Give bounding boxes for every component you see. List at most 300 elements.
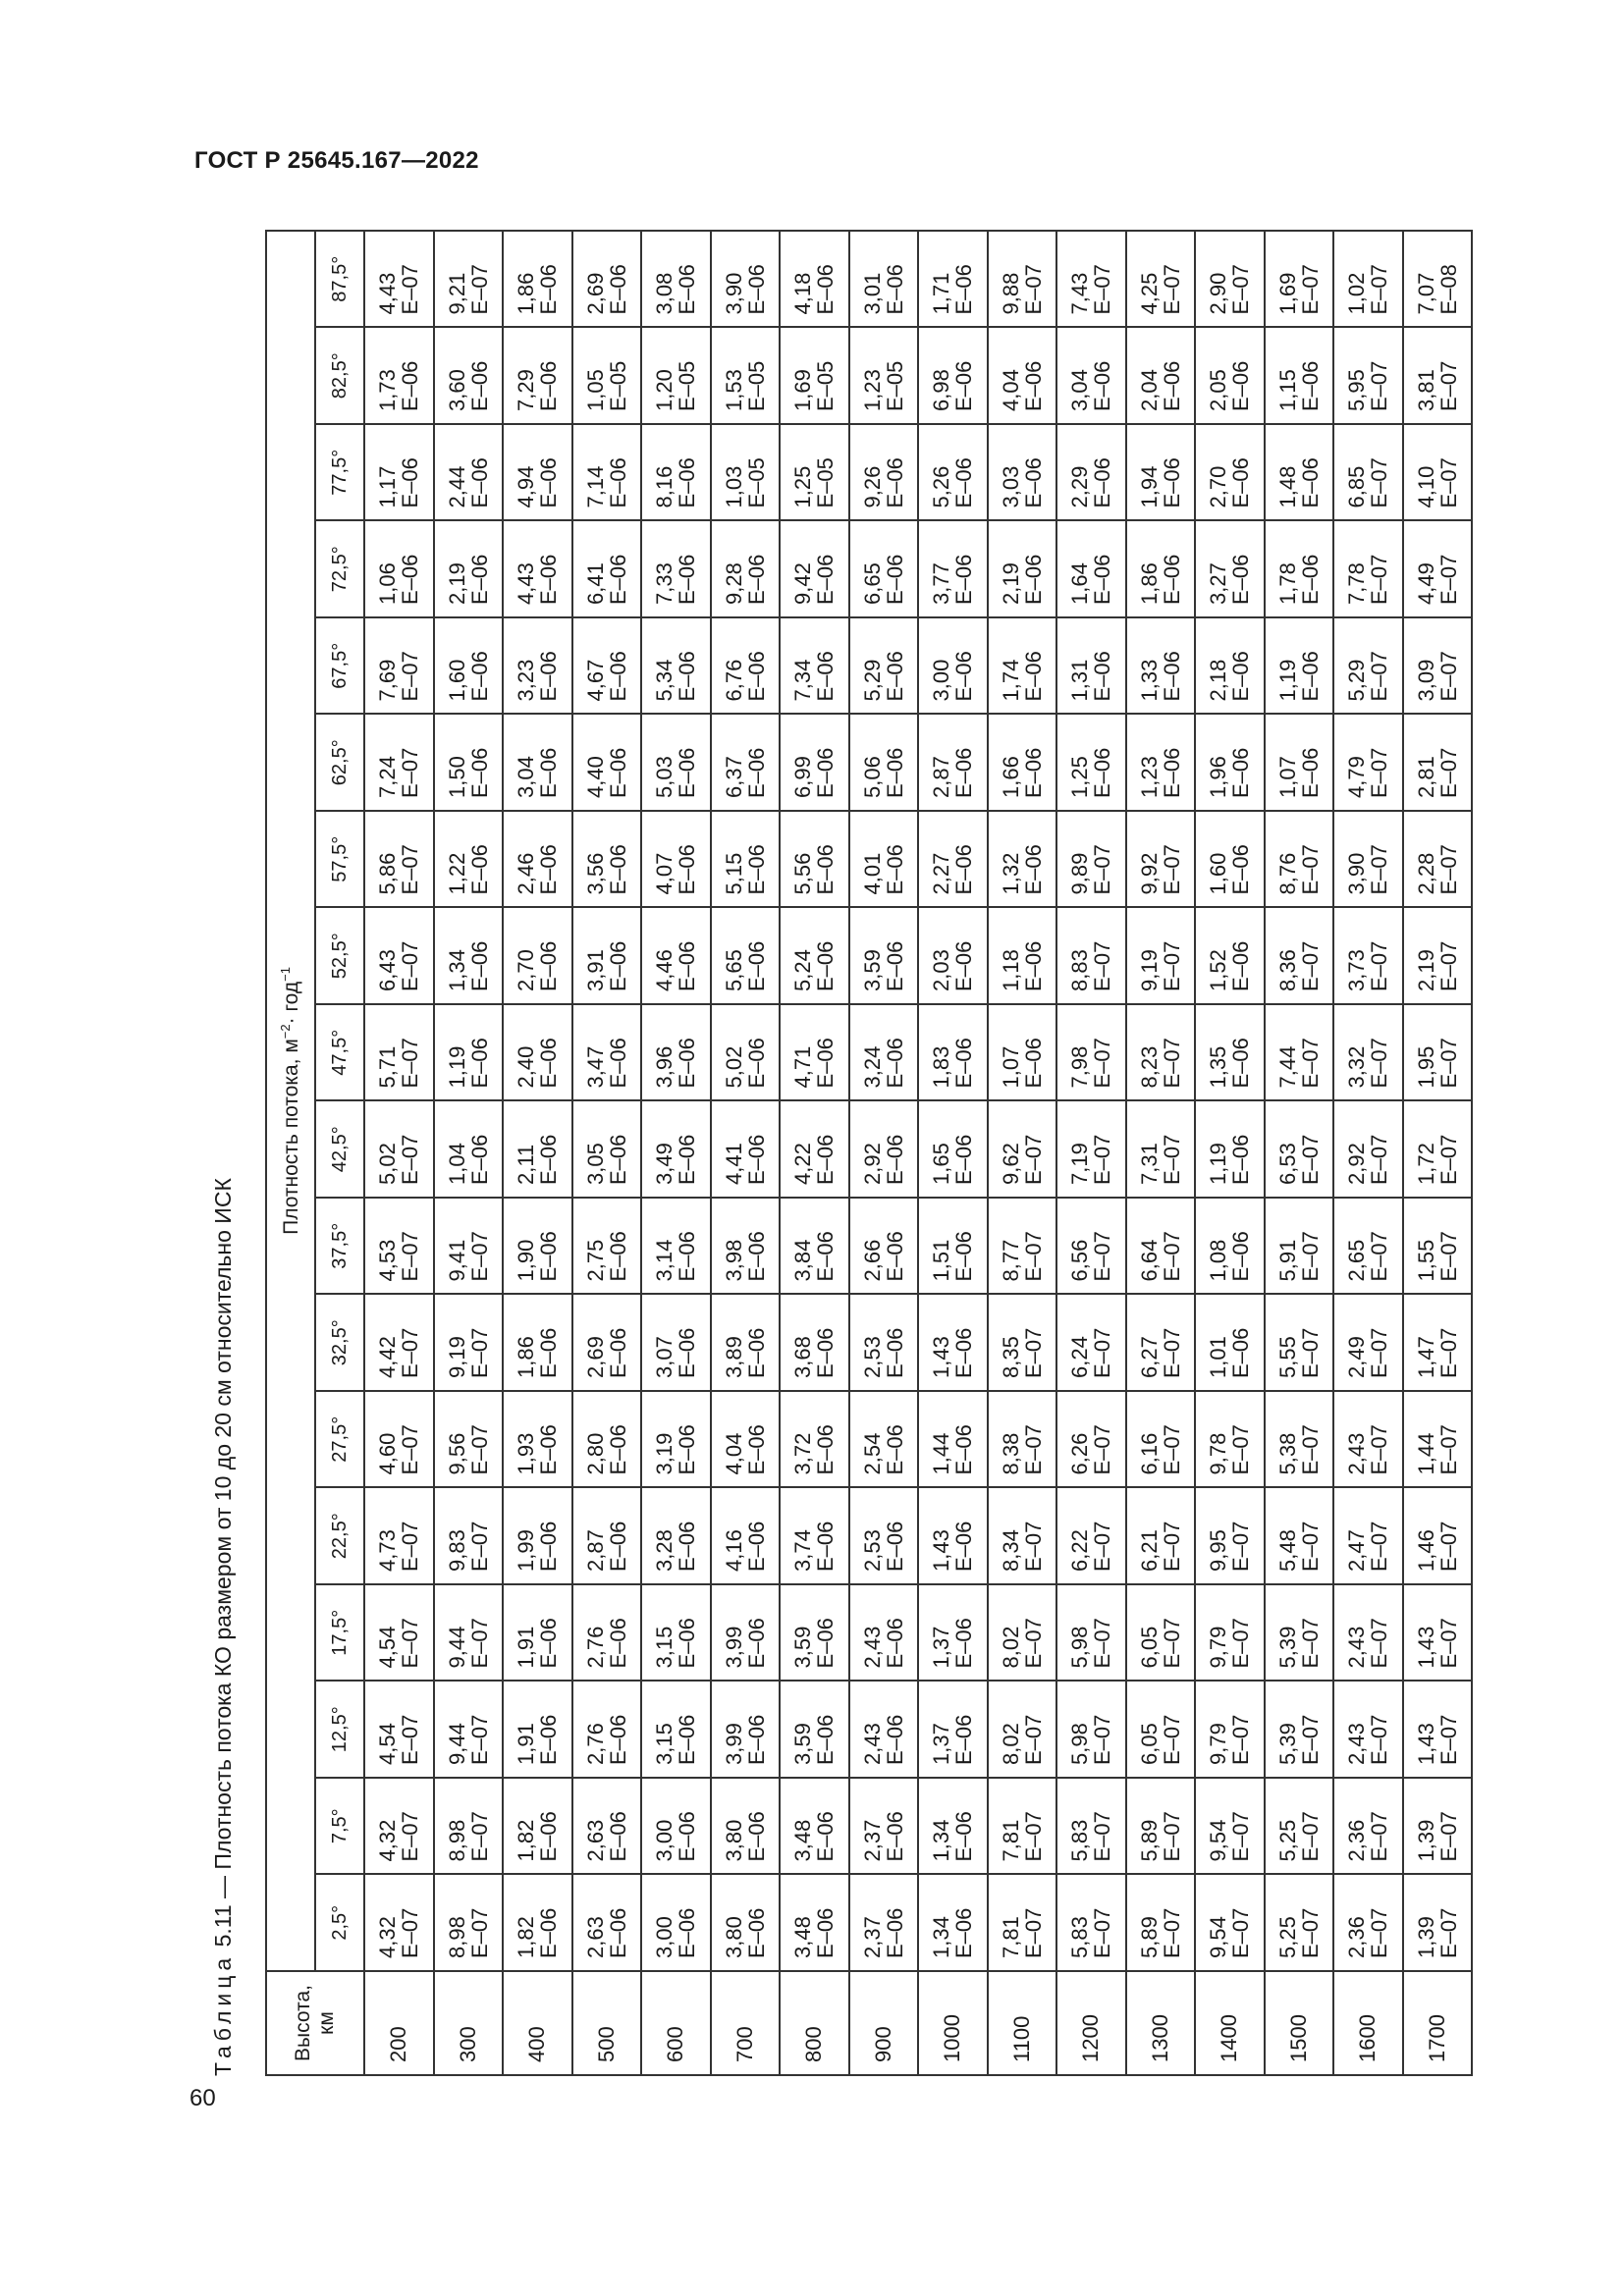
angle-header: 52,5° <box>315 908 364 1005</box>
exponent: E–07 <box>1367 1327 1392 1378</box>
mantissa: 5,29 <box>1344 659 1370 702</box>
exponent: E–06 <box>1228 747 1254 798</box>
value-cell <box>503 1488 572 1585</box>
mantissa: 6,05 <box>1136 1723 1162 1765</box>
exponent: E–07 <box>1020 1134 1046 1185</box>
mantissa: 2,46 <box>514 852 539 895</box>
value-cell <box>918 908 988 1005</box>
exponent: E–07 <box>1090 1038 1115 1089</box>
mantissa: 1,53 <box>721 369 746 411</box>
value-cell <box>988 811 1057 908</box>
mantissa: 6,53 <box>1274 1143 1300 1185</box>
value-cell <box>1195 1875 1265 1972</box>
exponent: E–06 <box>1090 554 1115 605</box>
mantissa: 1,91 <box>514 1626 539 1669</box>
mantissa: 4,07 <box>652 852 677 895</box>
value-cell <box>849 1778 919 1875</box>
value-cell <box>918 1295 988 1392</box>
mantissa: 4,22 <box>790 1143 816 1185</box>
value-cell <box>364 617 434 715</box>
exponent: E–06 <box>466 457 492 508</box>
mantissa: 7,78 <box>1344 562 1370 605</box>
exponent: E–07 <box>1435 1521 1461 1572</box>
mantissa: 9,19 <box>444 1336 469 1378</box>
mantissa: 8,77 <box>998 1239 1023 1282</box>
exponent: E–06 <box>951 1327 977 1378</box>
value-cell <box>1403 1682 1473 1779</box>
exponent: E–06 <box>536 1134 562 1185</box>
value-cell <box>1333 1488 1403 1585</box>
mantissa: 5,39 <box>1274 1723 1300 1765</box>
value-cell <box>918 1391 988 1488</box>
value-cell <box>988 1875 1057 1972</box>
angle-header: 22,5° <box>315 1488 364 1585</box>
exponent: E–07 <box>1435 844 1461 895</box>
angle-header: 2,5° <box>315 1875 364 1972</box>
mantissa: 3,48 <box>790 1916 816 1958</box>
exponent: E–06 <box>1159 554 1184 605</box>
mantissa: 5,29 <box>859 659 885 702</box>
value-cell <box>711 811 781 908</box>
mantissa: 1,99 <box>514 1529 539 1572</box>
exponent: E–07 <box>1020 1327 1046 1378</box>
mantissa: 3,59 <box>790 1723 816 1765</box>
mantissa: 6,24 <box>1067 1336 1093 1378</box>
mantissa: 6,56 <box>1067 1239 1093 1282</box>
exponent: E–05 <box>813 360 839 411</box>
mantissa: 1,25 <box>1067 756 1093 798</box>
mantissa: 1,74 <box>998 659 1023 702</box>
mantissa: 9,26 <box>859 465 885 508</box>
exponent: E–07 <box>1435 1424 1461 1475</box>
mantissa: 1,78 <box>1274 562 1300 605</box>
value-cell <box>1056 1875 1126 1972</box>
exponent: E–07 <box>1090 1714 1115 1765</box>
value-cell <box>780 424 849 521</box>
mantissa: 5,03 <box>652 756 677 798</box>
exponent: E–06 <box>675 1907 700 1958</box>
value-cell <box>641 1584 711 1682</box>
exponent: E–06 <box>1297 457 1323 508</box>
exponent: E–07 <box>1228 264 1254 315</box>
value-cell <box>1126 1875 1196 1972</box>
exponent: E–06 <box>466 554 492 605</box>
exponent: E–07 <box>1297 1134 1323 1185</box>
mantissa: 1,23 <box>1136 756 1162 798</box>
value-cell <box>1333 1682 1403 1779</box>
value-cell <box>1126 1295 1196 1392</box>
value-cell <box>434 424 504 521</box>
mantissa: 5,86 <box>375 852 401 895</box>
mantissa: 6,41 <box>582 562 608 605</box>
mantissa: 6,99 <box>790 756 816 798</box>
mantissa: 6,26 <box>1067 1432 1093 1475</box>
value-cell <box>364 1198 434 1295</box>
exponent: E–07 <box>1297 1038 1323 1089</box>
exponent: E–07 <box>1020 1714 1046 1765</box>
value-cell <box>849 521 919 618</box>
exponent: E–06 <box>813 1327 839 1378</box>
mantissa: 8,23 <box>1136 1045 1162 1089</box>
table-row <box>1265 231 1334 2075</box>
mantissa: 3,05 <box>582 1143 608 1185</box>
mantissa: 2,43 <box>859 1723 885 1765</box>
value-cell <box>918 424 988 521</box>
value-cell <box>1265 715 1334 812</box>
value-cell <box>1403 1101 1473 1199</box>
exponent: E–07 <box>1159 264 1184 315</box>
value-cell <box>1265 617 1334 715</box>
exponent: E–07 <box>1159 1327 1184 1378</box>
angle-header: 12,5° <box>315 1682 364 1779</box>
exponent: E–06 <box>536 1811 562 1862</box>
value-cell <box>780 1004 849 1101</box>
value-cell <box>572 811 642 908</box>
mantissa: 1,66 <box>998 756 1023 798</box>
exponent: E–06 <box>675 1811 700 1862</box>
value-cell <box>1333 1198 1403 1295</box>
exponent: E–07 <box>398 264 423 315</box>
mantissa: 8,34 <box>998 1529 1023 1572</box>
value-cell <box>1126 328 1196 425</box>
mantissa: 3,24 <box>859 1045 885 1089</box>
value-cell <box>1195 617 1265 715</box>
value-cell <box>849 715 919 812</box>
table-row <box>1403 231 1473 2075</box>
mantissa: 5,95 <box>1344 369 1370 411</box>
value-cell <box>641 1295 711 1392</box>
exponent: E–07 <box>1297 844 1323 895</box>
mantissa: 1,43 <box>929 1336 954 1378</box>
mantissa: 6,27 <box>1136 1336 1162 1378</box>
mantissa: 5,48 <box>1274 1529 1300 1572</box>
value-cell <box>1403 1778 1473 1875</box>
height-column-header: Высота, км <box>266 1971 364 2075</box>
exponent: E–06 <box>882 457 907 508</box>
exponent: E–06 <box>951 940 977 991</box>
value-cell <box>1056 1682 1126 1779</box>
mantissa: 1,69 <box>1274 272 1300 315</box>
value-cell <box>849 908 919 1005</box>
exponent: E–06 <box>1228 940 1254 991</box>
mantissa: 9,19 <box>1136 949 1162 991</box>
mantissa: 1,32 <box>998 852 1023 895</box>
height-cell: 1200 <box>1056 1971 1126 2075</box>
value-cell <box>849 231 919 328</box>
mantissa: 1,50 <box>444 756 469 798</box>
mantissa: 6,43 <box>375 949 401 991</box>
exponent: E–07 <box>1159 940 1184 991</box>
value-cell <box>988 1198 1057 1295</box>
mantissa: 1,86 <box>514 272 539 315</box>
mantissa: 5,56 <box>790 852 816 895</box>
mantissa: 1,34 <box>929 1819 954 1862</box>
value-cell <box>364 1488 434 1585</box>
exponent: E–06 <box>605 1038 630 1089</box>
value-cell <box>711 521 781 618</box>
mantissa: 4,43 <box>375 272 401 315</box>
exponent: E–06 <box>1228 1134 1254 1185</box>
exponent: E–07 <box>398 1038 423 1089</box>
exponent: E–06 <box>951 651 977 702</box>
value-cell <box>503 1391 572 1488</box>
page-number: 60 <box>189 2085 216 2111</box>
exponent: E–06 <box>605 651 630 702</box>
value-cell <box>434 1584 504 1682</box>
mantissa: 7,24 <box>375 756 401 798</box>
mantissa: 6,22 <box>1067 1529 1093 1572</box>
mantissa: 3,80 <box>721 1819 746 1862</box>
value-cell <box>1265 521 1334 618</box>
mantissa: 1,19 <box>444 1045 469 1089</box>
value-cell <box>849 617 919 715</box>
mantissa: 4,60 <box>375 1432 401 1475</box>
value-cell <box>1403 1584 1473 1682</box>
value-cell <box>641 908 711 1005</box>
value-cell <box>434 1488 504 1585</box>
value-cell <box>1403 1391 1473 1488</box>
mantissa: 5,89 <box>1136 1819 1162 1862</box>
mantissa: 4,54 <box>375 1626 401 1669</box>
exponent: E–06 <box>675 264 700 315</box>
value-cell <box>918 1778 988 1875</box>
value-cell <box>918 521 988 618</box>
value-cell <box>1195 1488 1265 1585</box>
mantissa: 3,04 <box>514 756 539 798</box>
mantissa: 1,47 <box>1413 1336 1438 1378</box>
value-cell <box>780 908 849 1005</box>
mantissa: 2,43 <box>1344 1432 1370 1475</box>
value-cell <box>918 1488 988 1585</box>
value-cell <box>503 328 572 425</box>
exponent: E–06 <box>675 1327 700 1378</box>
angle-header: 32,5° <box>315 1295 364 1392</box>
mantissa: 8,35 <box>998 1336 1023 1378</box>
exponent: E–06 <box>951 1231 977 1282</box>
exponent: E–06 <box>1297 651 1323 702</box>
mantissa: 4,46 <box>652 949 677 991</box>
mantissa: 5,91 <box>1274 1239 1300 1282</box>
mantissa: 3,00 <box>929 659 954 702</box>
exponent: E–06 <box>743 747 769 798</box>
mantissa: 3,56 <box>582 852 608 895</box>
value-cell <box>1126 811 1196 908</box>
exponent: E–06 <box>743 1714 769 1765</box>
exponent: E–07 <box>1435 747 1461 798</box>
exponent: E–07 <box>1159 1521 1184 1572</box>
mantissa: 6,64 <box>1136 1239 1162 1282</box>
value-cell <box>364 811 434 908</box>
value-cell <box>1265 424 1334 521</box>
value-cell <box>364 1295 434 1392</box>
value-cell <box>364 1391 434 1488</box>
exponent: E–06 <box>882 1811 907 1862</box>
mantissa: 5,83 <box>1067 1916 1093 1958</box>
exponent: E–06 <box>398 554 423 605</box>
value-cell <box>988 328 1057 425</box>
exponent: E–06 <box>882 844 907 895</box>
value-cell <box>711 1295 781 1392</box>
mantissa: 5,25 <box>1274 1916 1300 1958</box>
exponent: E–06 <box>466 1134 492 1185</box>
exponent: E–06 <box>743 1424 769 1475</box>
exponent: E–06 <box>1228 360 1254 411</box>
mantissa: 9,54 <box>1206 1916 1231 1958</box>
mantissa: 3,47 <box>582 1045 608 1089</box>
exponent: E–06 <box>951 264 977 315</box>
value-cell <box>572 231 642 328</box>
mantissa: 6,37 <box>721 756 746 798</box>
table-row <box>364 231 434 2075</box>
exponent: E–07 <box>1090 1907 1115 1958</box>
mantissa: 9,92 <box>1136 852 1162 895</box>
unit-header <box>266 231 315 1971</box>
mantissa: 3,00 <box>652 1916 677 1958</box>
value-cell <box>1126 1101 1196 1199</box>
exponent: E–07 <box>1159 1231 1184 1282</box>
mantissa: 1,18 <box>998 949 1023 991</box>
mantissa: 1,52 <box>1206 949 1231 991</box>
value-cell <box>364 1004 434 1101</box>
mantissa: 9,89 <box>1067 852 1093 895</box>
angle-header: 42,5° <box>315 1101 364 1199</box>
exponent: E–06 <box>813 1038 839 1089</box>
exponent: E–06 <box>536 651 562 702</box>
mantissa: 2,70 <box>1206 465 1231 508</box>
mantissa: 7,33 <box>652 562 677 605</box>
value-cell <box>1195 908 1265 1005</box>
exponent: E–07 <box>1297 1907 1323 1958</box>
mantissa: 4,49 <box>1413 562 1438 605</box>
value-cell <box>988 521 1057 618</box>
exponent: E–06 <box>743 1231 769 1282</box>
mantissa: 2,37 <box>859 1916 885 1958</box>
mantissa: 1,44 <box>929 1432 954 1475</box>
value-cell <box>918 617 988 715</box>
exponent: E–06 <box>1020 844 1046 895</box>
value-cell <box>988 424 1057 521</box>
exponent: E–07 <box>1435 554 1461 605</box>
mantissa: 1,90 <box>514 1239 539 1282</box>
value-cell <box>1195 1584 1265 1682</box>
exponent: E–06 <box>882 1424 907 1475</box>
mantissa: 2,19 <box>998 562 1023 605</box>
value-cell <box>1265 1391 1334 1488</box>
value-cell <box>780 715 849 812</box>
unit-header-text: Плотность потока, м <box>280 1039 302 1235</box>
value-cell <box>1195 715 1265 812</box>
exponent: E–06 <box>813 1521 839 1572</box>
mantissa: 3,96 <box>652 1045 677 1089</box>
mantissa: 2,43 <box>1344 1626 1370 1669</box>
mantissa: 9,54 <box>1206 1819 1231 1862</box>
value-cell <box>988 1004 1057 1101</box>
value-cell <box>780 1295 849 1392</box>
mantissa: 4,18 <box>790 272 816 315</box>
value-cell <box>780 328 849 425</box>
exponent: E–06 <box>813 1424 839 1475</box>
mantissa: 7,43 <box>1067 272 1093 315</box>
mantissa: 2,37 <box>859 1819 885 1862</box>
value-cell <box>1056 424 1126 521</box>
value-cell <box>918 715 988 812</box>
value-cell <box>1195 424 1265 521</box>
mantissa: 5,34 <box>652 659 677 702</box>
value-cell <box>503 1004 572 1101</box>
angle-header: 37,5° <box>315 1198 364 1295</box>
mantissa: 5,98 <box>1067 1626 1093 1669</box>
value-cell <box>434 1391 504 1488</box>
mantissa: 1,03 <box>721 465 746 508</box>
mantissa: 1,86 <box>1136 562 1162 605</box>
mantissa: 3,68 <box>790 1336 816 1378</box>
mantissa: 1,39 <box>1413 1916 1438 1958</box>
exponent: E–06 <box>1228 1231 1254 1282</box>
value-cell <box>1195 231 1265 328</box>
height-cell: 900 <box>849 1971 919 2075</box>
value-cell <box>988 1584 1057 1682</box>
value-cell <box>1195 1101 1265 1199</box>
value-cell <box>1126 1198 1196 1295</box>
value-cell <box>434 1682 504 1779</box>
height-cell: 1700 <box>1403 1971 1473 2075</box>
exponent: E–07 <box>1435 1327 1461 1378</box>
mantissa: 1,34 <box>444 949 469 991</box>
mantissa: 8,98 <box>444 1819 469 1862</box>
exponent: E–07 <box>1297 1327 1323 1378</box>
value-cell <box>1333 1004 1403 1101</box>
value-cell <box>1333 908 1403 1005</box>
exponent: E–07 <box>398 940 423 991</box>
mantissa: 1,37 <box>929 1723 954 1765</box>
mantissa: 3,81 <box>1413 369 1438 411</box>
mantissa: 6,85 <box>1344 465 1370 508</box>
value-cell <box>364 328 434 425</box>
value-cell <box>641 1101 711 1199</box>
exponent: E–07 <box>1228 1424 1254 1475</box>
exponent: E–06 <box>1020 1038 1046 1089</box>
value-cell <box>918 231 988 328</box>
exponent: E–06 <box>536 554 562 605</box>
value-cell <box>780 231 849 328</box>
exponent: E–06 <box>882 940 907 991</box>
value-cell <box>849 1295 919 1392</box>
mantissa: 4,43 <box>514 562 539 605</box>
value-cell <box>503 811 572 908</box>
exponent: E–07 <box>1367 1134 1392 1185</box>
exponent: E–06 <box>951 844 977 895</box>
exponent: E–06 <box>1159 457 1184 508</box>
mantissa: 2,70 <box>514 949 539 991</box>
value-cell <box>572 1101 642 1199</box>
exponent: E–06 <box>1159 651 1184 702</box>
exponent: E–07 <box>1090 1231 1115 1282</box>
value-cell <box>1333 1391 1403 1488</box>
value-cell <box>780 521 849 618</box>
exponent: E–06 <box>605 1134 630 1185</box>
exponent: E–06 <box>1228 844 1254 895</box>
value-cell <box>434 715 504 812</box>
value-cell <box>1195 328 1265 425</box>
value-cell <box>1126 1004 1196 1101</box>
exponent: E–06 <box>536 940 562 991</box>
value-cell <box>434 1101 504 1199</box>
value-cell <box>1126 617 1196 715</box>
exponent: E–07 <box>1228 1521 1254 1572</box>
angle-header: 27,5° <box>315 1391 364 1488</box>
exponent: E–06 <box>1090 457 1115 508</box>
exponent: E–07 <box>1297 1424 1323 1475</box>
